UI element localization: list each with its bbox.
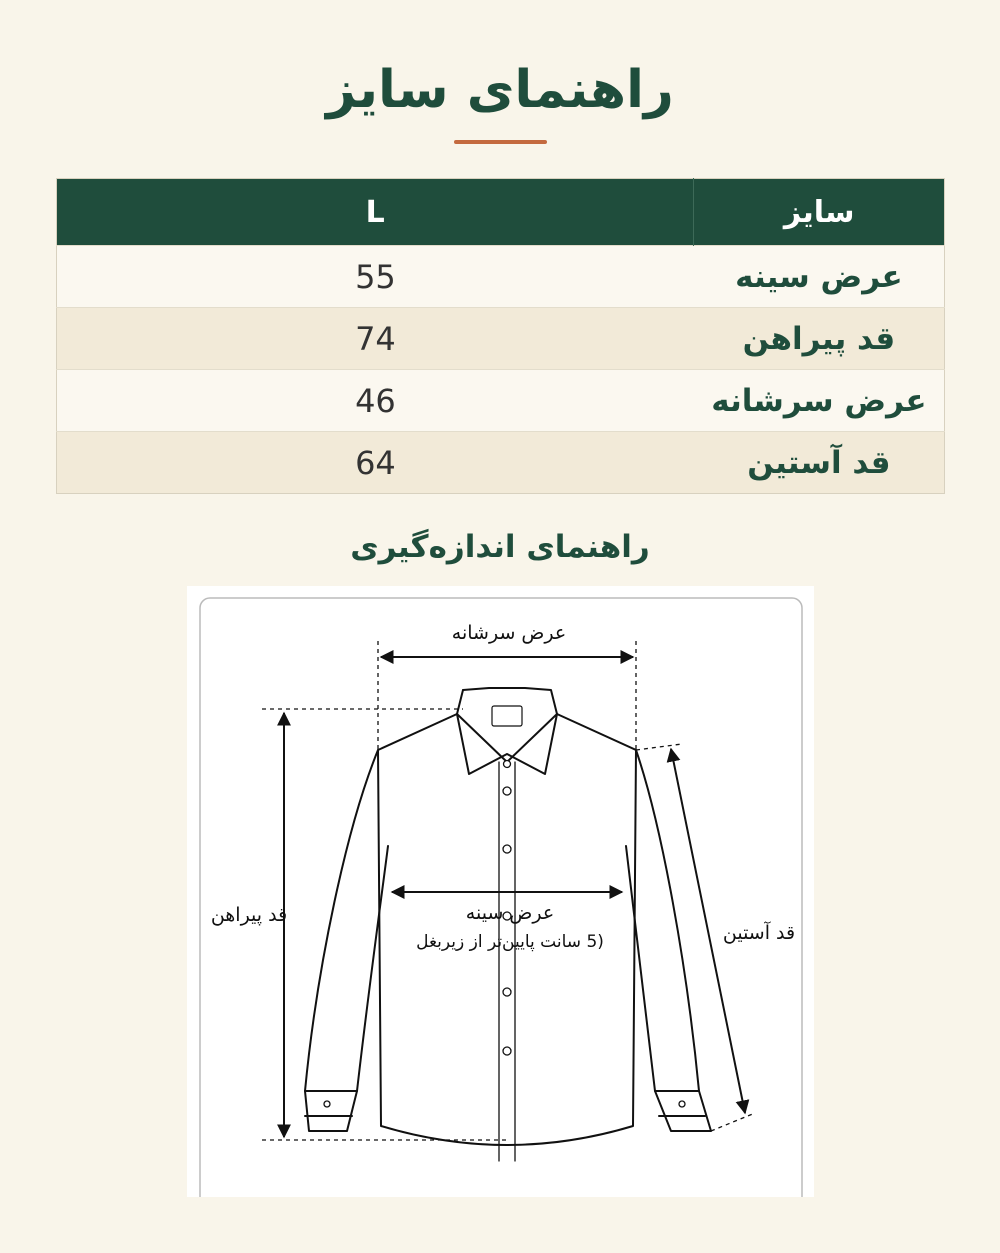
measure-guide-title: راهنمای اندازه‌گیری (350, 529, 650, 565)
sleeve-length-label: قد آستین (722, 922, 796, 944)
row-value: 46 (57, 370, 694, 432)
shoulder-width-label: عرض سرشانه (451, 622, 567, 644)
table-row (57, 246, 945, 308)
shirt-length-label: قد پیراهن (210, 904, 288, 926)
row-label: قد پیراهن (694, 308, 945, 370)
row-value: 55 (57, 246, 694, 308)
shirt-illustration (187, 586, 814, 1197)
table-row (57, 308, 945, 370)
row-label: عرض سرشانه (694, 370, 945, 432)
page-title: راهنمای سایز (326, 60, 674, 120)
size-value-header: L (57, 179, 694, 246)
size-table (56, 178, 945, 494)
title-underline (454, 140, 547, 144)
chest-note-label: (5 سانت پایین‌تر از زیربغل (416, 932, 604, 952)
table-header-row (57, 179, 945, 246)
row-value: 74 (57, 308, 694, 370)
row-label: عرض سینه (694, 246, 945, 308)
size-label-header: سایز (694, 179, 945, 246)
chest-width-label: عرض سینه (465, 902, 555, 924)
measure-diagram (187, 586, 814, 1197)
row-label: قد آستین (694, 432, 945, 494)
table-row (57, 370, 945, 432)
row-value: 64 (57, 432, 694, 494)
table-row (57, 432, 945, 494)
